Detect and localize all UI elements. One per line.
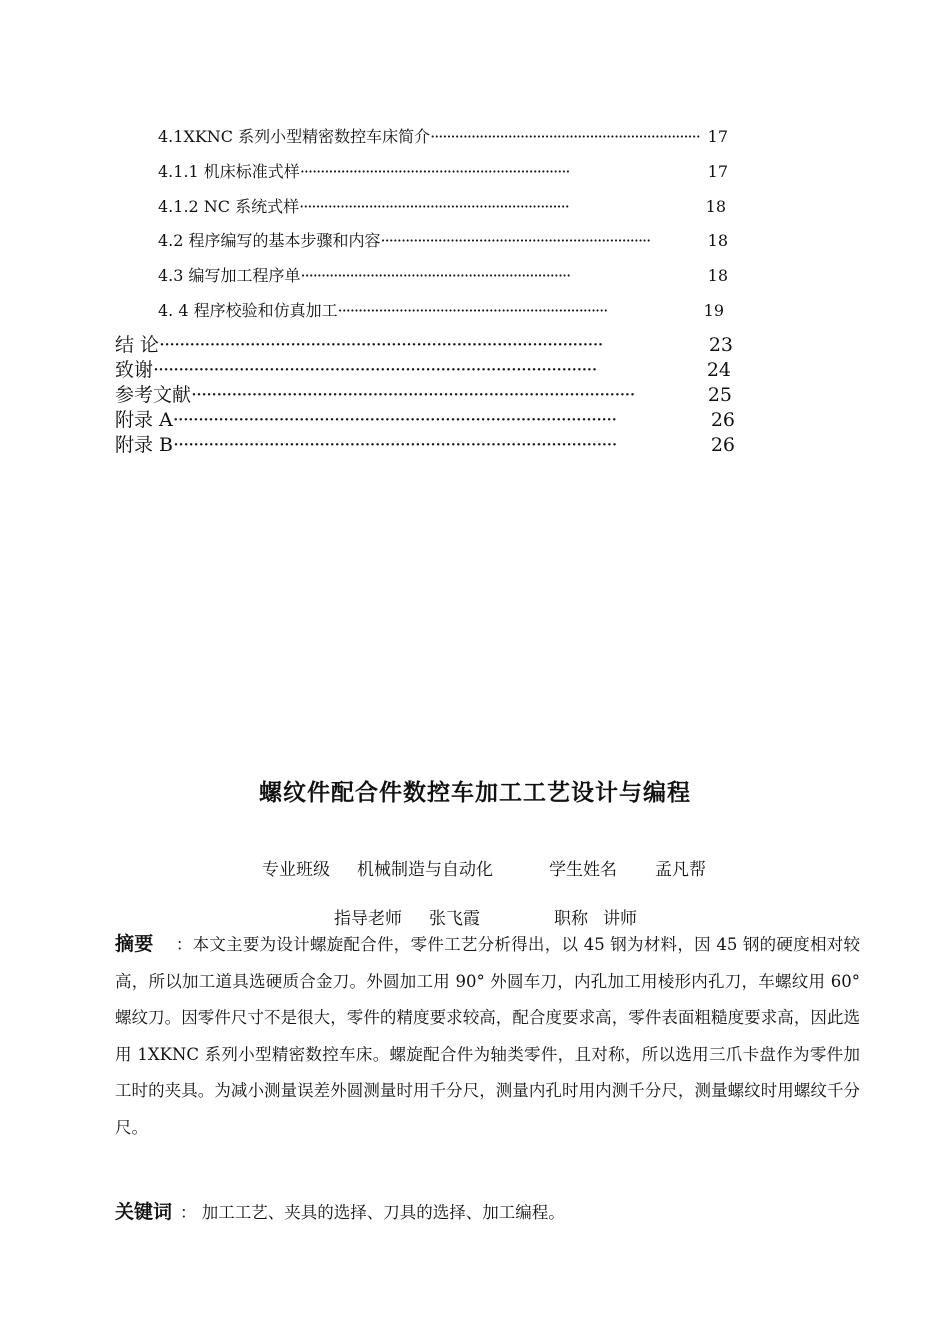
major-label: 专业班级: [262, 860, 330, 880]
rank-value: 讲师: [603, 909, 637, 929]
toc-entry[interactable]: [158, 228, 728, 251]
toc-leader-dots: ··································································: [300, 266, 571, 285]
toc-page-number: 18: [705, 197, 726, 216]
toc-leader-dots: ························································································: [159, 334, 603, 356]
toc-leader-dots: ··································································: [299, 162, 570, 181]
toc-leader-dots: ··································································: [299, 197, 569, 216]
toc-page-number: 23: [708, 334, 733, 356]
keywords-label: 关键词: [115, 1201, 173, 1223]
toc-entry[interactable]: [158, 263, 728, 286]
toc-entry[interactable]: [158, 194, 726, 217]
toc-page-number: 17: [707, 162, 728, 181]
toc-leader-dots: ··································································: [430, 127, 700, 146]
abstract-label: 摘要: [115, 933, 154, 955]
toc-page-number: 18: [707, 231, 728, 250]
toc-leader-dots: ························································································: [191, 384, 635, 406]
toc-entry-label: 结 论: [115, 334, 160, 356]
toc-leader-dots: ························································································: [172, 409, 617, 431]
toc-entry-label: 4.3 编写加工程序单: [158, 266, 301, 285]
student-name-label: 学生姓名: [549, 860, 617, 880]
toc-page-number: 26: [710, 434, 735, 456]
advisor-label: 指导老师: [334, 909, 402, 929]
paper-title: 螺纹件配合件数控车加工工艺设计与编程: [259, 780, 691, 806]
toc-entry-label: 4.2 程序编写的基本步骤和内容: [158, 231, 381, 250]
toc-entry[interactable]: [115, 355, 731, 382]
major-value: 机械制造与自动化: [357, 860, 493, 880]
toc-page-number: 19: [703, 301, 724, 320]
keywords-text: ： 加工工艺、夹具的选择、刀具的选择、加工编程。: [180, 1203, 565, 1222]
toc-entry-label: 4.1XKNC 系列小型精密数控车床简介: [158, 127, 431, 146]
toc-entry-label: 附录 B: [115, 434, 174, 456]
abstract-text: ：本文主要为设计螺旋配合件，零件工艺分析得出，以 45 钢为材料，因 45 钢的硬度相对较高，所以加工道具选硬质合金刀。外圆加工用 90° 外圆车刀，内孔加工用棱形内孔刀，车螺纹用 60° 螺纹刀。因零件尺寸不是很大，零件的精度要求较高，配合度要求高，零件表面粗糙度要求高，因此选用 1XKNC 系列小型精密数控车床。螺旋配合件为轴类零件，且对称，所以选用三爪卡盘作为零件加工时的夹具。为减小测量误差外圆测量时用千分尺，测量内孔时用内测千分尺，测量螺纹时用螺纹千分尺。: [115, 935, 860, 1137]
toc-entry[interactable]: [158, 159, 728, 182]
toc-page-number: 26: [710, 409, 735, 431]
toc-page-number: 17: [707, 127, 728, 146]
toc-entry[interactable]: [115, 380, 732, 407]
toc-page-number: 18: [707, 266, 728, 285]
toc-entry-label: 参考文献: [115, 384, 192, 406]
toc-entry[interactable]: [115, 405, 735, 432]
student-name-value: 孟凡帮: [655, 860, 706, 880]
toc-page-number: 25: [707, 384, 732, 406]
toc-entry-label: 4.1.2 NC 系统式样: [158, 197, 300, 216]
toc-entry[interactable]: [115, 330, 733, 357]
toc-page-number: 24: [706, 359, 731, 381]
toc-entry-label: 4. 4 程序校验和仿真加工: [158, 301, 338, 320]
toc-entry-label: 4.1.1 机床标准式样: [158, 162, 300, 181]
toc-leader-dots: ··································································: [380, 231, 651, 250]
toc-entry[interactable]: [158, 298, 724, 321]
toc-leader-dots: ··································································: [337, 301, 608, 320]
toc-leader-dots: ························································································: [173, 434, 617, 456]
keywords-line: [115, 1197, 565, 1224]
rank-label: 职称: [554, 909, 588, 929]
toc-leader-dots: ························································································: [153, 359, 597, 381]
advisor-value: 张飞霞: [429, 909, 480, 929]
toc-entry[interactable]: [158, 124, 728, 147]
toc-entry[interactable]: [115, 430, 735, 457]
abstract-paragraph: [115, 926, 860, 1146]
toc-entry-label: 附录 A: [115, 409, 173, 431]
toc-entry-label: 致谢: [115, 359, 154, 381]
